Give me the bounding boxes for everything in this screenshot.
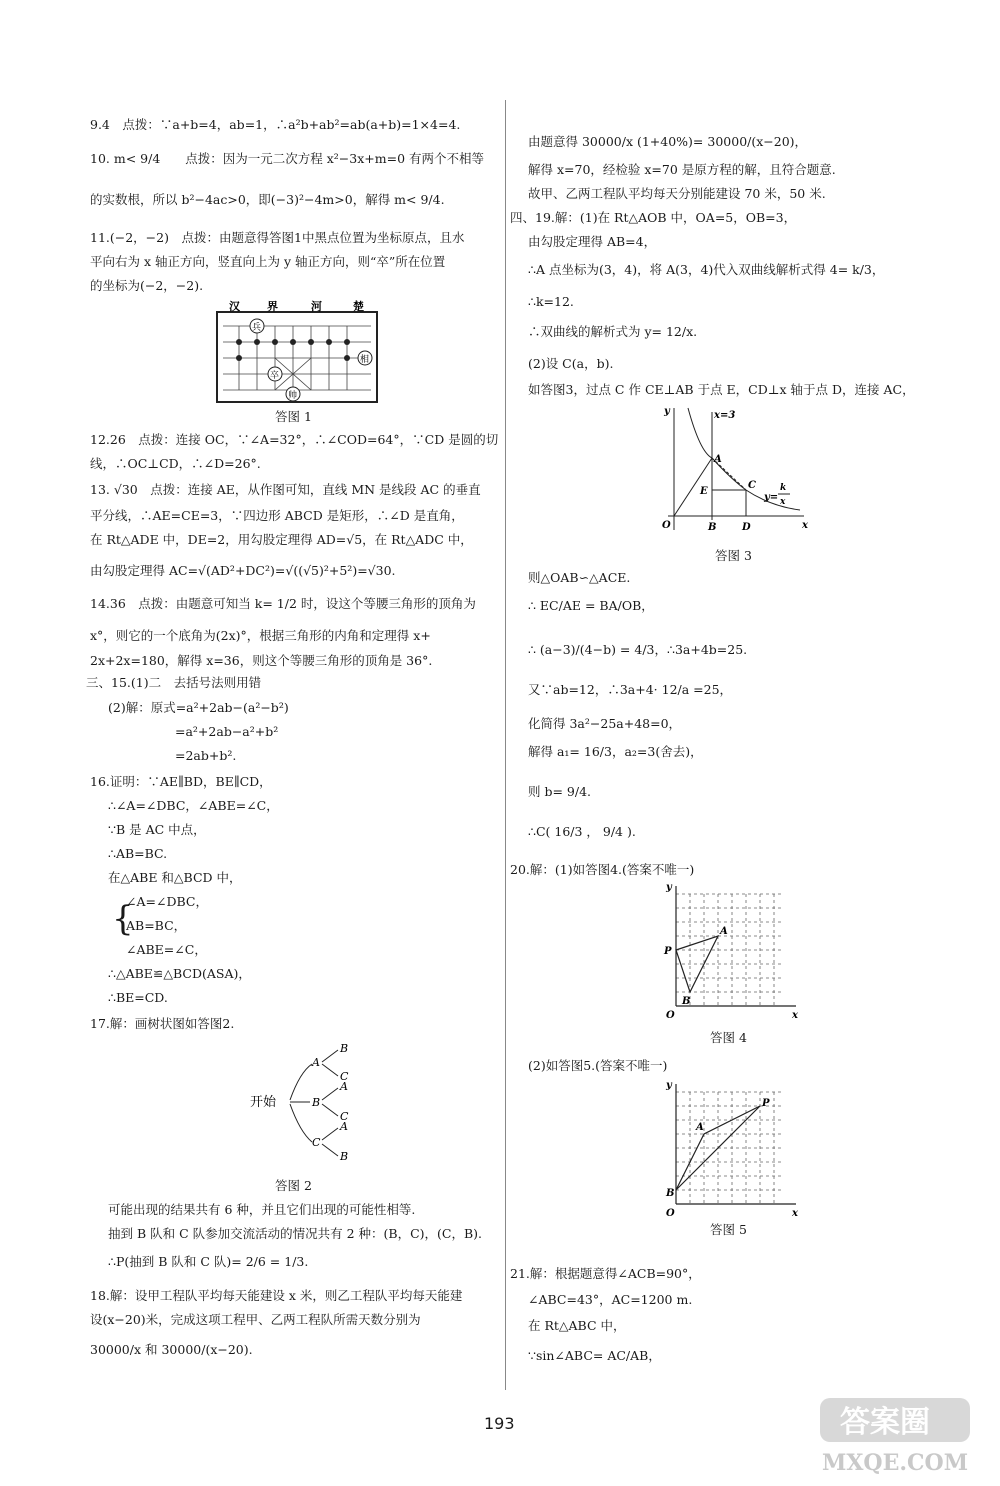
figure-2-tree [250,1032,390,1172]
answer-19-line: 解得 a₁= 16/3，a₂=3(舍去)， [528,744,703,759]
fig4-label: O [666,1010,675,1020]
fig4-label: A [720,926,728,937]
fig1-top-label: 楚 [353,300,364,313]
tree-node: C [312,1136,321,1149]
brace: { [112,899,134,939]
fig5-label: B [666,1188,675,1199]
answer-11-cont: 平向右为 x 轴正方向，竖直向上为 y 轴正方向，则“卒”所在位置 [90,254,446,269]
fig3-label: y [664,406,670,417]
fig4-label: x [792,1010,798,1020]
answer-21-line: 在 Rt△ABC 中， [528,1318,626,1333]
answer-17-line: 可能出现的结果共有 6 种，并且它们出现的可能性相等. [108,1202,416,1217]
answer-16-cond: ∠ABE=∠C， [126,942,207,957]
answer-18-cont2: 30000/x 和 30000/(x−20). [90,1342,253,1357]
answer-19-line: 由勾股定理得 AB=4， [528,234,657,249]
answer-20-2: (2)如答图5.(答案不唯一) [528,1058,668,1073]
caption-figure-2: 答图 2 [275,1178,312,1193]
fig1-top-label: 汉 [229,300,240,313]
answer-16-line: 在△ABE 和△BCD 中， [108,870,242,885]
fig3-label: A [714,454,722,465]
answer-16-line: ∵B 是 AC 中点， [108,822,206,837]
answer-21: 21.解：根据题意得∠ACB=90°， [510,1266,701,1281]
answer-13: 13. √30 点拨：连接 AE，从作图可知，直线 MN 是线段 AC 的垂直 [90,482,481,497]
tree-node: B [312,1096,321,1109]
answer-18-equation: 由题意得 30000/x (1+40%)= 30000/(x−20)， [528,134,808,149]
fig5-label: y [666,1080,672,1091]
fig3-label: E [700,486,708,497]
tree-leaf: B [340,1150,349,1163]
answer-18-line: 解得 x=70，经检验 x=70 是原方程的解，且符合题意. [528,162,836,177]
answer-19-line: ∴ EC/AE = BA/OB， [528,598,654,613]
tree-node: A [312,1056,320,1069]
fig1-piece: 兵 [252,323,262,333]
fig3-label: C [748,480,756,491]
tree-leaf: A [340,1080,348,1093]
watermark-url: MXQE.COM [822,1450,969,1476]
answer-19: 四、19.解：(1)在 Rt△AOB 中，OA=5，OB=3， [510,210,797,225]
figure-3-hyperbola [650,402,810,537]
watermark-logo [810,1392,980,1478]
fig1-piece: 帅 [288,391,298,401]
answer-21-line: ∠ABC=43°，AC=1200 m. [528,1292,693,1307]
answer-16: 16.证明：∵AE∥BD，BE∥CD， [90,774,272,789]
answer-19-line: ∴k=12. [528,294,574,309]
page-number: 193 [484,1414,515,1433]
answer-15-1: 三、15.(1)二 去括号法则用错 [86,675,262,690]
tree-leaf: B [340,1042,349,1055]
figure-4-grid [660,880,800,1020]
fig5-label: A [696,1122,704,1133]
answer-16-line: ∴△ABE≌△BCD(ASA)， [108,966,251,981]
fig5-label: x [792,1208,798,1218]
answer-17: 17.解：画树状图如答图2. [90,1016,235,1031]
answer-18: 18.解：设甲工程队平均每天能建设 x 米，则乙工程队平均每天能建 [90,1288,463,1303]
answer-16-line: ∴AB=BC. [108,846,168,861]
column-divider [505,100,506,1390]
answer-17-prob: ∴P(抽到 B 队和 C 队)= 2/6 = 1/3. [108,1254,309,1269]
fig3-label: B [708,522,717,533]
tree-leaf: A [340,1120,348,1133]
answer-13-cont3: 由勾股定理得 AC=√(AD²+DC²)=√((√5)²+5²)=√30. [90,563,396,578]
caption-figure-5: 答图 5 [710,1222,747,1237]
answer-13-cont: 平分线，∴AE=CE=3，∵四边形 ABCD 是矩形，∴∠D 是直角， [90,508,464,523]
answer-15-2: (2)解：原式=a²+2ab−(a²−b²) [108,700,289,715]
answer-14: 14.36 点拨：由题意可知当 k= 1/2 时，设这个等腰三角形的顶角为 [90,596,476,611]
fig4-label: B [682,996,691,1007]
fig3-label: x [802,520,808,531]
answer-16-cond: ∠A=∠DBC， [126,894,208,909]
fig3-label: x=3 [714,410,736,421]
answer-19-line: 化简得 3a²−25a+48=0， [528,716,682,731]
answer-19-line: ∴A 点坐标为(3，4)，将 A(3，4)代入双曲线解析式得 4= k/3， [528,262,885,277]
answer-19-line: ∴C( 16/3 ， 9/4 ). [528,824,636,839]
answer-17-line: 抽到 B 队和 C 队参加交流活动的情况共有 2 种：(B，C)，(C，B). [108,1226,483,1241]
answer-12-cont: 线，∴OC⊥CD，∴∠D=26°. [90,456,261,471]
answer-18-line: 故甲、乙两工程队平均每天分别能建设 70 米，50 米. [528,186,826,201]
answer-9: 9.4 点拨：∵a+b=4，ab=1，∴a²b+ab²=ab(a+b)=1×4=4. [90,117,461,132]
answer-19-line: 又∵ab=12，∴3a+4· 12/a =25， [528,682,733,697]
fig4-label: P [664,946,672,957]
answer-18-cont: 设(x−20)米，完成这项工程甲、乙两工程队所需天数分别为 [90,1312,421,1327]
fig1-top-label: 界 [267,300,278,313]
tree-root: 开始 [250,1095,277,1110]
answer-19-line: (2)设 C(a，b). [528,356,614,371]
tree-leaf: C [340,1110,349,1123]
fig5-label: P [762,1098,770,1109]
answer-15-step: =a²+2ab−a²+b² [175,724,279,739]
answer-15-result: =2ab+b². [175,748,237,763]
fig1-piece: 相 [360,355,370,365]
answer-16-line: ∴∠A=∠DBC，∠ABE=∠C， [108,798,279,813]
caption-figure-4: 答图 4 [710,1030,747,1045]
answer-14-cont2: 2x+2x=180，解得 x=36，则这个等腰三角形的顶角是 36°. [90,653,433,668]
answer-12: 12.26 点拨：连接 OC，∵∠A=32°，∴∠COD=64°，∵CD 是圆的切 [90,432,499,447]
watermark-text: 答案圈 [840,1405,930,1440]
answer-13-cont2: 在 Rt△ADE 中，DE=2，用勾股定理得 AD=√5，在 Rt△ADC 中， [90,532,473,547]
answer-16-line: ∴BE=CD. [108,990,168,1005]
fig1-top-label: 河 [311,300,322,313]
answer-21-line: ∵sin∠ABC= AC/AB， [528,1348,661,1363]
answer-19-line: 如答图3，过点 C 作 CE⊥AB 于点 E，CD⊥x 轴于点 D，连接 AC， [528,382,915,397]
answer-20: 20.解：(1)如答图4.(答案不唯一) [510,862,695,877]
answer-19-line: 则 b= 9/4. [528,784,592,799]
fig3-label: D [742,522,751,533]
fig3-label: y= [764,492,779,503]
caption-figure-3: 答图 3 [715,548,752,563]
fig3-label: k [780,483,787,493]
answer-11: 11.(−2，−2) 点拨：由题意得答图1中黑点位置为坐标原点，且水 [90,230,465,245]
fig3-label: x [780,497,786,507]
answer-19-line: 则△OAB∽△ACE. [528,570,631,585]
answer-10-cont: 的实数根，所以 b²−4ac>0，即(−3)²−4m>0，解得 m< 9/4. [90,192,445,207]
answer-14-cont: x°，则它的一个底角为(2x)°，根据三角形的内角和定理得 x+ [90,628,431,643]
fig5-label: O [666,1208,675,1218]
caption-figure-1: 答图 1 [275,409,312,424]
tree-leaf: C [340,1070,349,1083]
fig3-label: O [662,520,671,531]
answer-10: 10. m< 9/4 点拨：因为一元二次方程 x²−3x+m=0 有两个不相等 [90,151,485,166]
figure-1-chessboard [215,298,380,408]
answer-11-cont2: 的坐标为(−2，−2). [90,278,204,293]
answer-16-cond: AB=BC， [126,918,187,933]
answer-19-line: ∴ (a−3)/(4−b) = 4/3，∴3a+4b=25. [528,642,748,657]
figure-5-grid [660,1078,800,1218]
fig4-label: y [666,882,672,893]
fig1-piece: 卒 [270,371,280,381]
answer-19-line: ∴双曲线的解析式为 y= 12/x. [528,324,698,339]
